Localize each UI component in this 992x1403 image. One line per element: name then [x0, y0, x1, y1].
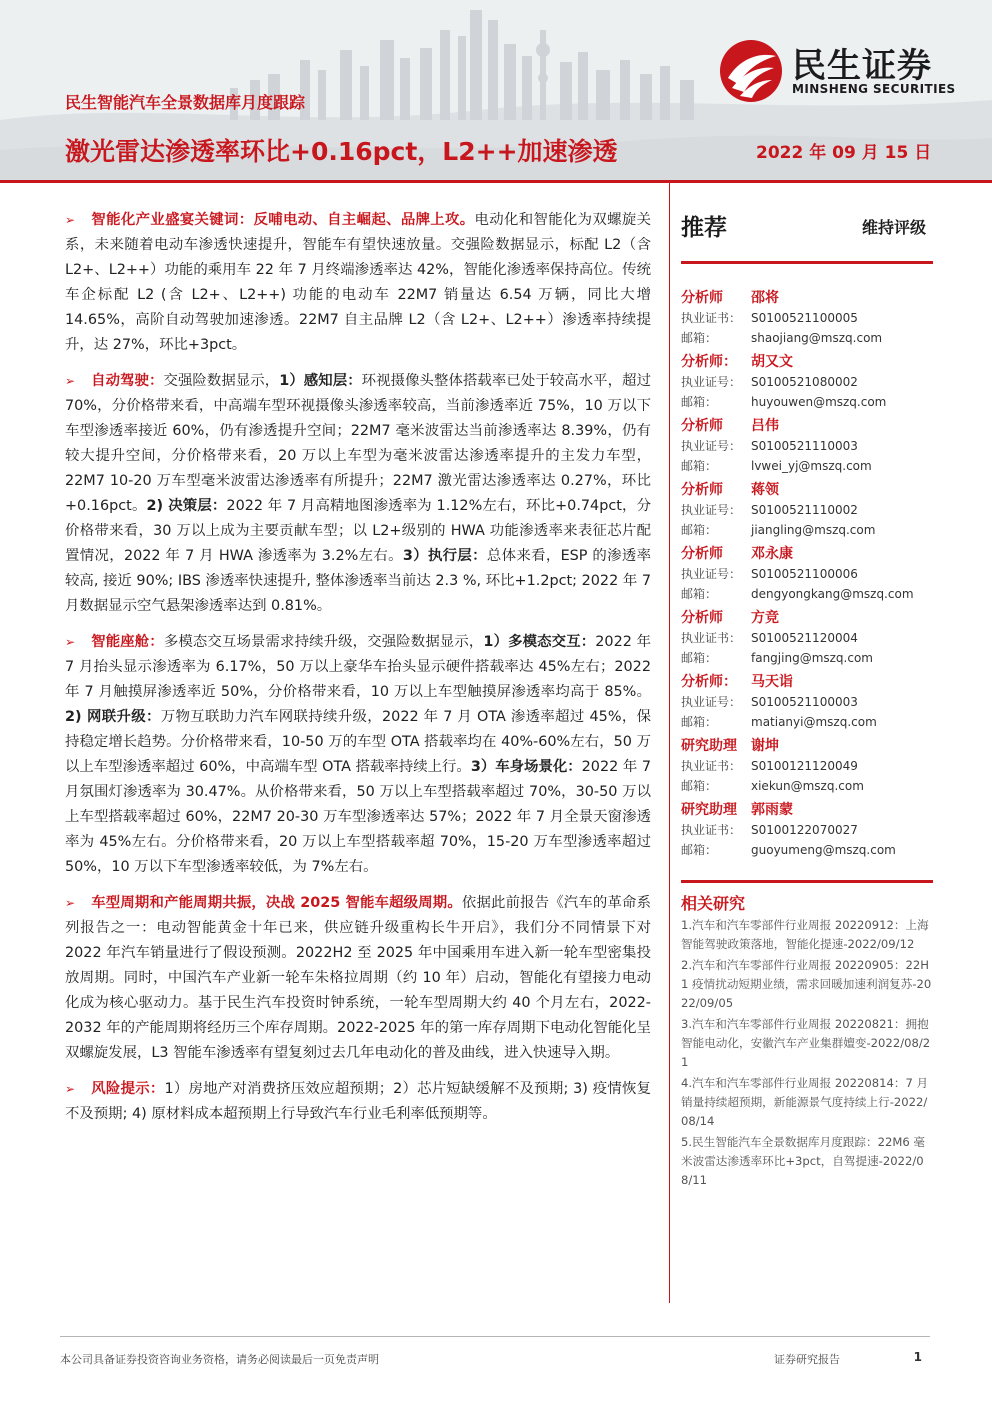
- analyst-card: [681, 544, 933, 604]
- paragraph-lead: 风险提示：: [91, 1081, 165, 1097]
- report-date: 2022 年 09 月 15 日: [756, 143, 932, 163]
- analyst-name: 马天诣: [751, 674, 793, 690]
- report-title: 激光雷达渗透率环比+0.16pct，L2++加速渗透: [65, 137, 618, 166]
- analyst-role: 分析师: [681, 418, 723, 434]
- summary-paragraph-2: [65, 369, 651, 619]
- analyst-row: [681, 692, 933, 712]
- related-research-item[interactable]: 2.汽车和汽车零部件行业周报 20220905：22H1 疫情扰动短期业绩，需求回暖加速利润复苏-2022/09/05: [681, 958, 932, 1010]
- summary-paragraph-5: [65, 1077, 651, 1127]
- analyst-name: 吕伟: [751, 418, 779, 434]
- analyst-role: 分析师: [681, 482, 723, 498]
- paragraph-text: 多模态交互场景需求持续升级，交强险数据显示，: [163, 634, 484, 650]
- section-label: 2) 网联升级：: [65, 709, 161, 725]
- analyst-name: 邵将: [751, 290, 779, 306]
- analyst-row: [681, 520, 933, 540]
- footer-disclaimer: 本公司具备证券投资咨询业务资格，请务必阅读最后一页免责声明: [60, 1353, 379, 1366]
- analyst-name: 郭雨蒙: [751, 802, 793, 818]
- paragraph-text: 交强险数据显示，: [163, 373, 280, 389]
- cert-label: 执业证书：: [681, 823, 742, 837]
- analyst-row: [681, 328, 933, 348]
- rating-status: 维持评级: [861, 218, 926, 237]
- cert-label: 执业证号：: [681, 695, 742, 709]
- analyst-role: 分析师：: [681, 354, 737, 370]
- section-label: 2) 决策层：: [146, 498, 227, 514]
- analyst-row: [681, 480, 933, 500]
- section-label: 1）感知层：: [279, 373, 362, 389]
- related-research-item[interactable]: 5.民生智能汽车全景数据库月度跟踪：22M6 毫米波雷达渗透率环比+3pct，自驾提速-2022/08/11: [681, 1135, 925, 1187]
- header-banner: [0, 0, 992, 182]
- analyst-name: 邓永康: [751, 546, 793, 562]
- analyst-cert: S0100521100006: [751, 567, 858, 581]
- analyst-cert: S0100521110003: [751, 439, 858, 453]
- analyst-row: [681, 800, 933, 820]
- brand-logo: [718, 38, 968, 108]
- paragraph-text: 2022 年 7 月抬头显示渗透率为 6.17%，50 万以上豪华车抬头显示硬件搭载率达 45%左右；2022 年 7 月触摸屏渗透率近 50%，分价格带来看，10 万以上车型触摸屏渗透率均高于 85%。: [65, 634, 651, 700]
- analyst-row: [681, 416, 933, 436]
- paragraph-text: 万物互联助力汽车网联持续升级，2022 年 7 月 OTA 渗透率超过 45%，保持稳定增长趋势。分价格带来看，10-50 万的车型 OTA 搭载率均在 40%-60%左右，50 万以上车型渗透率超过 60%，中高端车型 OTA 搭载率持续上行。: [65, 709, 651, 775]
- sidebar: [681, 205, 933, 1192]
- cert-label: 执业证号：: [681, 567, 742, 581]
- analyst-list: [681, 288, 933, 860]
- related-research-item[interactable]: 4.汽车和汽车零部件行业周报 20220814：7 月销量持续超预期，新能源景气度持续上行-2022/08/14: [681, 1076, 929, 1128]
- analyst-card: [681, 608, 933, 668]
- analyst-row: [681, 840, 933, 860]
- paragraph-text: 电动化和智能化为双螺旋关系，未来随着电动车渗透快速提升，智能车有望快速放量。交强险数据显示，标配 L2（含 L2+、L2++）功能的乘用车 22 年 7 月终端渗透率达 42%，智能化渗透率保持高位。传统车企标配 L2 (含 L2+、L2++) 功能的电动车 22M7 销量达 6.54 万辆，同比大增 14.65%，高阶自动驾驶加速渗透。22M7 自主品牌 L2（含 L2+、L2++）渗透率持续提升，达 27%，环比+3pct。: [65, 212, 651, 353]
- analyst-email[interactable]: guoyumeng@mszq.com: [751, 843, 896, 857]
- analyst-row: [681, 564, 933, 584]
- related-research-item[interactable]: 3.汽车和汽车零部件行业周报 20220821：拥抱智能电动化，安徽汽车产业集群嬗变-2022/08/21: [681, 1017, 931, 1069]
- cert-label: 执业证号：: [681, 375, 742, 389]
- investment-rating: 推荐: [681, 215, 727, 241]
- analyst-row: [681, 288, 933, 308]
- analyst-row: [681, 736, 933, 756]
- analyst-email[interactable]: jiangling@mszq.com: [751, 523, 876, 537]
- analyst-name: 方竞: [751, 610, 779, 626]
- paragraph-text: 2022 年 7 月高精地图渗透率为 1.12%左右，环比+0.74pct，分价格带来看，30 万以上成为主要贡献车型；以 L2+级别的 HWA 功能渗透率来表征芯片配置情况，2022 年 7 月 HWA 渗透率为 3.2%左右。: [65, 498, 651, 564]
- summary-paragraph-3: [65, 630, 651, 880]
- analyst-row: [681, 456, 933, 476]
- section-label: 1）多模态交互：: [483, 634, 596, 650]
- paragraph-lead: 智能座舱：: [91, 634, 164, 650]
- related-research-list: [681, 916, 933, 1190]
- analyst-cert: S0100122070027: [751, 823, 858, 837]
- email-label: 邮箱：: [681, 395, 718, 409]
- summary-paragraph-1: [65, 208, 651, 358]
- analyst-row: [681, 544, 933, 564]
- paragraph-text: 环视摄像头整体搭载率已处于较高水平，超过 70%，分价格带来看，中高端车型环视摄像头渗透率较高，当前渗透率近 75%，10 万以下车型渗透率接近 60%，仍有渗透提升空间；22M7 毫米波雷达当前渗透率达 8.39%，仍有较大提升空间，分价格带来看，20 万以上车型为毫米波雷达渗透率提升的主发力车型，22M7 10-20 万车型毫米波雷达渗透率有所提升；22M7 激光雷达渗透率达 0.27%，环比+0.16pct。: [65, 373, 651, 514]
- rating-block: [681, 205, 933, 249]
- analyst-row: [681, 608, 933, 628]
- analyst-row: [681, 392, 933, 412]
- analyst-row: [681, 648, 933, 668]
- analyst-row: [681, 776, 933, 796]
- analyst-name: 胡又文: [751, 354, 793, 370]
- analyst-email[interactable]: fangjing@mszq.com: [751, 651, 873, 665]
- related-research: [681, 880, 933, 1190]
- header-divider: [0, 180, 992, 183]
- column-divider: [669, 183, 670, 1303]
- footer-report-kind: 证券研究报告: [774, 1353, 840, 1366]
- section-label: 3）车身场景化：: [470, 759, 582, 775]
- analyst-cert: S0100521110002: [751, 503, 858, 517]
- page-number: 1: [913, 1350, 922, 1364]
- bullet-arrow-icon: ➢: [65, 1082, 76, 1096]
- email-label: 邮箱：: [681, 523, 718, 537]
- analyst-role: 分析师：: [681, 674, 737, 690]
- summary-column: [65, 208, 651, 1138]
- bullet-arrow-icon: ➢: [65, 213, 76, 227]
- paragraph-text: 依据此前报告《汽车的革命系列报告之一：电动智能黄金十年已来，供应链升级重构长牛开启》，我们分不同情景下对 2022 年汽车销量进行了假设预测。2022H2 至 2025 年中国乘用车进入新一轮车型密集投放周期。同时，中国汽车产业新一轮车朱格拉周期（约 10 年）启动，智能化有望接力电动化成为核心驱动力。基于民生汽车投资时钟系统，一轮车型周期大约 40 个月左右，2022-2032 年的产能周期将经历三个库存周期。2022-2025 年的第一库存周期下电动化智能化呈双螺旋发展，L3 智能车渗透率有望复刻过去几年电动化的普及曲线，进入快速导入期。: [65, 895, 651, 1061]
- sidebar-divider: [681, 261, 933, 264]
- analyst-row: [681, 436, 933, 456]
- analyst-role: 分析师: [681, 290, 723, 306]
- analyst-card: [681, 480, 933, 540]
- analyst-email[interactable]: huyouwen@mszq.com: [751, 395, 887, 409]
- email-label: 邮箱：: [681, 843, 718, 857]
- cert-label: 执业证号：: [681, 503, 742, 517]
- analyst-row: [681, 584, 933, 604]
- analyst-card: [681, 800, 933, 860]
- analyst-row: [681, 628, 933, 648]
- logo-name-en: MINSHENG SECURITIES: [792, 82, 956, 96]
- analyst-row: [681, 712, 933, 732]
- paragraph-text: 总体来看，ESP 的渗透率较高, 接近 90%; IBS 渗透率快速提升, 整体渗透率当前达 2.3 %, 环比+1.2pct; 2022 年 7 月数据显示空气悬架渗透率达到 0.81%。: [65, 548, 651, 614]
- cert-label: 执业证书：: [681, 311, 742, 325]
- analyst-row: [681, 672, 933, 692]
- analyst-cert: S0100121120049: [751, 759, 858, 773]
- email-label: 邮箱：: [681, 779, 718, 793]
- analyst-row: [681, 352, 933, 372]
- paragraph-lead: 自动驾驶：: [91, 373, 164, 389]
- analyst-email[interactable]: matianyi@mszq.com: [751, 715, 877, 729]
- analyst-cert: S0100521100005: [751, 311, 858, 325]
- analyst-name: 蒋领: [751, 482, 779, 498]
- analyst-role: 研究助理: [681, 802, 737, 818]
- cert-label: 执业证号：: [681, 439, 742, 453]
- email-label: 邮箱：: [681, 587, 718, 601]
- related-research-title: 相关研究: [681, 894, 746, 913]
- analyst-cert: S0100521100003: [751, 695, 858, 709]
- logo-name-cn: 民生证券: [792, 46, 932, 86]
- analyst-email[interactable]: xiekun@mszq.com: [751, 779, 864, 793]
- bullet-arrow-icon: ➢: [65, 635, 76, 649]
- related-research-item[interactable]: 1.汽车和汽车零部件行业周报 20220912：上海智能驾驶政策落地，智能化提速-2022/09/12: [681, 918, 929, 951]
- analyst-row: [681, 820, 933, 840]
- analyst-cert: S0100521080002: [751, 375, 858, 389]
- paragraph-text: 1）房地产对消费挤压效应超预期；2）芯片短缺缓解不及预期; 3) 疫情恢复不及预期; 4) 原材料成本超预期上行导致汽车行业毛利率低预期等。: [65, 1081, 651, 1122]
- cert-label: 执业证书：: [681, 759, 742, 773]
- analyst-email[interactable]: lvwei_yj@mszq.com: [751, 459, 872, 473]
- section-label: 3）执行层：: [402, 548, 487, 564]
- analyst-role: 研究助理: [681, 738, 737, 754]
- page-footer: [60, 1336, 930, 1367]
- analyst-email[interactable]: shaojiang@mszq.com: [751, 331, 883, 345]
- summary-paragraph-4: [65, 891, 651, 1066]
- paragraph-text: 2022 年 7 月氛围灯渗透率为 30.47%。从价格带来看，50 万以上车型搭载率超过 70%，30-50 万以上车型搭载率超过 60%，22M7 20-30 万车型渗透率达 57%；2022 年 7 月全景天窗渗透率为 45%左右。分价格带来看，20 万以上车型搭载率超 70%，15-20 万车型渗透率超过 50%，10 万以下车型渗透率较低，为 7%左右。: [65, 759, 651, 875]
- analyst-row: [681, 500, 933, 520]
- bullet-arrow-icon: ➢: [65, 896, 76, 910]
- analyst-row: [681, 308, 933, 328]
- paragraph-lead: 车型周期和产能周期共振，决战 2025 智能车超级周期。: [91, 895, 462, 911]
- analyst-role: 分析师: [681, 546, 723, 562]
- cert-label: 执业证书：: [681, 631, 742, 645]
- analyst-card: [681, 352, 933, 412]
- paragraph-lead: 智能化产业盛宴关键词：反哺电动、自主崛起、品牌上攻。: [91, 212, 475, 228]
- analyst-cert: S0100521120004: [751, 631, 858, 645]
- analyst-card: [681, 416, 933, 476]
- analyst-role: 分析师: [681, 610, 723, 626]
- analyst-card: [681, 672, 933, 732]
- analyst-card: [681, 288, 933, 348]
- analyst-row: [681, 756, 933, 776]
- email-label: 邮箱：: [681, 651, 718, 665]
- analyst-row: [681, 372, 933, 392]
- email-label: 邮箱：: [681, 715, 718, 729]
- analyst-email[interactable]: dengyongkang@mszq.com: [751, 587, 914, 601]
- email-label: 邮箱：: [681, 331, 718, 345]
- analyst-card: [681, 736, 933, 796]
- report-series-title: 民生智能汽车全景数据库月度跟踪: [65, 93, 306, 112]
- minsheng-logo-icon: [718, 38, 784, 104]
- analyst-name: 谢坤: [751, 738, 779, 754]
- bullet-arrow-icon: ➢: [65, 374, 76, 388]
- email-label: 邮箱：: [681, 459, 718, 473]
